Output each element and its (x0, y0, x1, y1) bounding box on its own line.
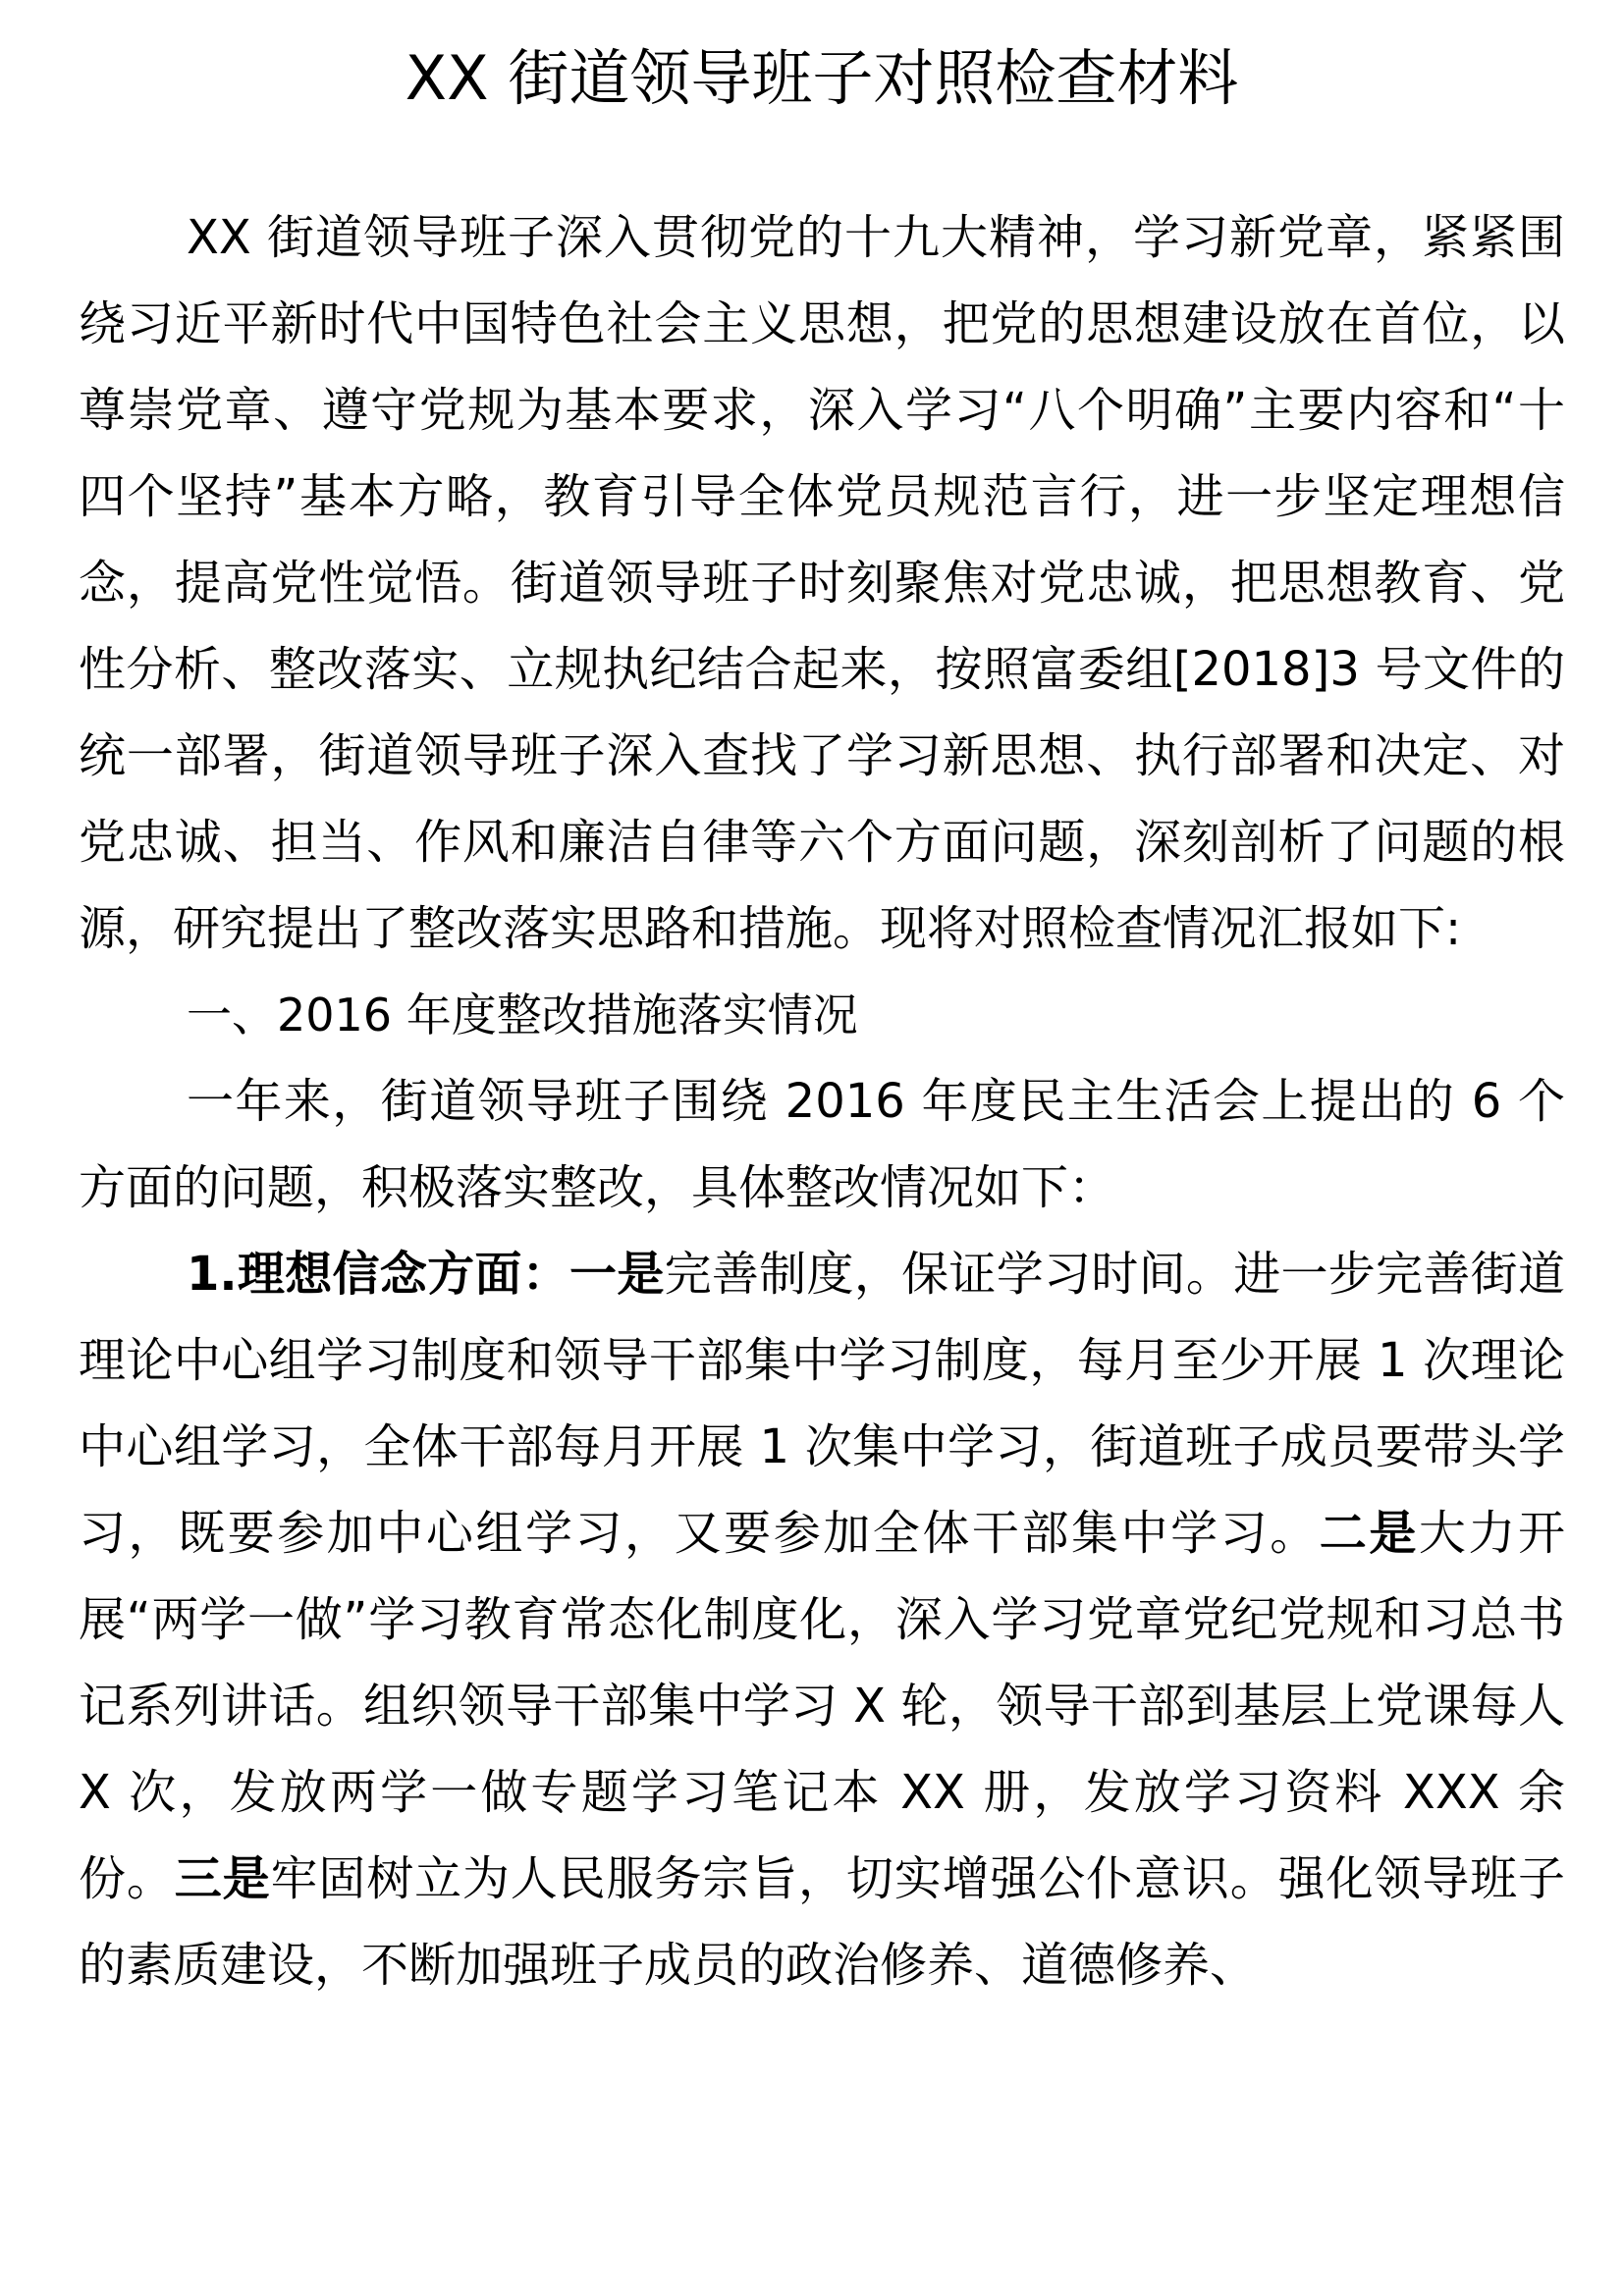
document-title: XX 街道领导班子对照检查材料 (405, 42, 1239, 114)
item-ideals-paragraph (79, 1231, 1565, 2008)
item-label: 1.理想信念方面： (187, 1247, 570, 1302)
first-text: 完善制度，保证学习时间。进一步完善街道理论中心组学习制度和领导干部集中学习制度，每月至少开展 1 次理论中心组学习，全体干部每月开展 1 次集中学习，街道班子成员要带头学习，既要参加中心组学习，又要参加全体干部集中学习。 (79, 1247, 1565, 1561)
intro-paragraph: XX 街道领导班子深入贯彻党的十九大精神，学习新党章，紧紧围绕习近平新时代中国特色社会主义思想，把党的思想建设放在首位，以尊崇党章、遵守党规为基本要求，深入学习“八个明确”主要内容和“十四个坚持”基本方略，教育引导全体党员规范言行，进一步坚定理想信念，提高党性觉悟。街道领导班子时刻聚焦对党忠诚，把思想教育、党性分析、整改落实、立规执纪结合起来，按照富委组[2018]3 号文件的统一部署，街道领导班子深入查找了学习新思想、执行部署和决定、对党忠诚、担当、作风和廉洁自律等六个方面问题，深刻剖析了问题的根源，研究提出了整改落实思路和措施。现将对照检查情况汇报如下: (79, 210, 1565, 956)
second-text: 大力开展“两学一做”学习教育常态化制度化，深入学习党章党纪党规和习总书记系列讲话。组织领导干部集中学习 X 轮，领导干部到基层上党课每人 X 次，发放两学一做专题学习笔记本 XX 册，发放学习资料 XXX 余份。 (79, 1506, 1565, 1906)
second-marker: 二是 (1319, 1506, 1419, 1561)
section-heading: 一、2016 年度整改措施落实情况 (187, 988, 858, 1041)
third-marker: 三是 (174, 1851, 271, 1906)
third-text: 牢固树立为人民服务宗旨，切实增强公仆意识。强化领导班子的素质建设，不断加强班子成员的政治修养、道德修养、 (79, 1851, 1565, 1993)
first-marker: 一是 (569, 1247, 665, 1302)
section-intro-paragraph: 一年来，街道领导班子围绕 2016 年度民主生活会上提出的 6 个方面的问题，积极落实整改，具体整改情况如下： (79, 1074, 1565, 1215)
